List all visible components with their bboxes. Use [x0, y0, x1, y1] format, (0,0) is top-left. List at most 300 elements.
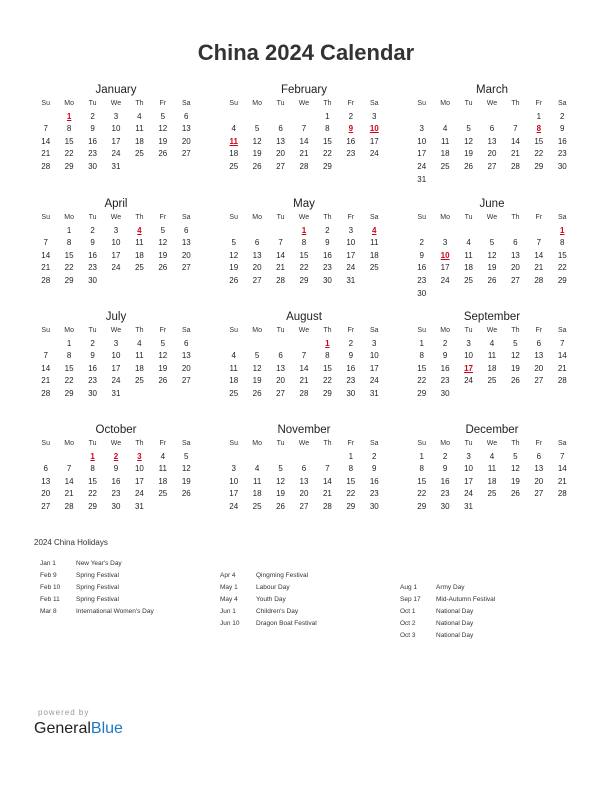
- day-cell[interactable]: 2: [372, 451, 377, 461]
- day-cell[interactable]: 28: [557, 376, 567, 386]
- day-cell[interactable]: 30: [346, 388, 356, 398]
- day-cell[interactable]: 29: [417, 388, 427, 398]
- day-cell[interactable]: 2: [325, 225, 330, 235]
- day-cell[interactable]: 7: [560, 451, 565, 461]
- day-cell[interactable]: 23: [369, 489, 379, 499]
- day-cell[interactable]: 8: [66, 351, 72, 361]
- day-cell[interactable]: 17: [464, 476, 473, 486]
- day-cell[interactable]: 17: [111, 363, 121, 373]
- day-cell[interactable]: 3: [466, 451, 471, 461]
- day-cell[interactable]: 29: [322, 388, 332, 398]
- day-cell[interactable]: 24: [464, 376, 473, 386]
- day-cell[interactable]: 18: [369, 250, 379, 260]
- day-cell[interactable]: 28: [276, 275, 285, 285]
- day-cell[interactable]: 17: [111, 250, 121, 260]
- day-cell[interactable]: 11: [487, 464, 497, 474]
- day-cell[interactable]: 6: [184, 225, 189, 235]
- day-cell[interactable]: 21: [41, 376, 51, 386]
- day-cell[interactable]: 30: [88, 161, 97, 171]
- day-cell[interactable]: 27: [181, 263, 191, 273]
- day-cell[interactable]: 12: [276, 476, 285, 486]
- day-cell[interactable]: 9: [113, 464, 119, 474]
- day-cell[interactable]: 5: [231, 238, 236, 248]
- day-cell[interactable]: 17: [440, 263, 450, 273]
- day-cell[interactable]: 20: [534, 363, 544, 373]
- day-cell[interactable]: 24: [464, 489, 473, 499]
- holiday-day-cell[interactable]: 3: [137, 451, 142, 461]
- day-cell[interactable]: 28: [534, 275, 544, 285]
- holiday-day-cell[interactable]: 2: [113, 451, 119, 461]
- day-cell[interactable]: 8: [66, 124, 72, 134]
- day-cell[interactable]: 7: [301, 124, 307, 134]
- day-cell[interactable]: 15: [64, 363, 74, 373]
- day-cell[interactable]: 7: [66, 464, 72, 474]
- day-cell[interactable]: 15: [299, 250, 309, 260]
- day-cell[interactable]: 15: [346, 476, 356, 486]
- holiday-day-cell[interactable]: 4: [137, 225, 142, 235]
- day-cell[interactable]: 10: [111, 238, 121, 248]
- day-cell[interactable]: 4: [254, 464, 260, 474]
- day-cell[interactable]: 19: [276, 489, 285, 499]
- day-cell[interactable]: 10: [417, 136, 427, 146]
- day-cell[interactable]: 29: [346, 501, 356, 511]
- day-cell[interactable]: 15: [88, 476, 97, 486]
- day-cell[interactable]: 17: [134, 476, 144, 486]
- day-cell[interactable]: 13: [181, 124, 191, 134]
- day-cell[interactable]: 14: [276, 250, 285, 260]
- day-cell[interactable]: 26: [510, 376, 520, 386]
- day-cell[interactable]: 24: [369, 149, 379, 159]
- day-cell[interactable]: 4: [231, 351, 236, 361]
- day-cell[interactable]: 13: [181, 351, 191, 361]
- day-cell[interactable]: 15: [557, 250, 567, 260]
- day-cell[interactable]: 27: [181, 376, 191, 386]
- day-cell[interactable]: 5: [160, 111, 166, 121]
- day-cell[interactable]: 26: [181, 489, 191, 499]
- holiday-day-cell[interactable]: 17: [464, 363, 473, 373]
- day-cell[interactable]: 4: [489, 338, 495, 348]
- day-cell[interactable]: 19: [158, 250, 168, 260]
- day-cell[interactable]: 2: [442, 338, 448, 348]
- day-cell[interactable]: 25: [369, 263, 379, 273]
- day-cell[interactable]: 28: [41, 275, 51, 285]
- day-cell[interactable]: 11: [464, 250, 473, 260]
- day-cell[interactable]: 19: [229, 263, 239, 273]
- day-cell[interactable]: 7: [301, 351, 307, 361]
- day-cell[interactable]: 23: [111, 489, 121, 499]
- day-cell[interactable]: 23: [322, 263, 332, 273]
- day-cell[interactable]: 1: [66, 225, 72, 235]
- day-cell[interactable]: 9: [90, 238, 95, 248]
- day-cell[interactable]: 30: [322, 275, 332, 285]
- day-cell[interactable]: 11: [229, 363, 238, 373]
- day-cell[interactable]: 9: [325, 238, 330, 248]
- day-cell[interactable]: 2: [90, 338, 95, 348]
- day-cell[interactable]: 5: [466, 124, 471, 134]
- day-cell[interactable]: 17: [369, 136, 379, 146]
- day-cell[interactable]: 4: [489, 451, 495, 461]
- day-cell[interactable]: 18: [464, 263, 473, 273]
- day-cell[interactable]: 25: [487, 489, 497, 499]
- day-cell[interactable]: 30: [88, 275, 97, 285]
- day-cell[interactable]: 8: [325, 124, 330, 134]
- day-cell[interactable]: 14: [299, 136, 309, 146]
- day-cell[interactable]: 1: [348, 451, 354, 461]
- day-cell[interactable]: 12: [158, 238, 168, 248]
- day-cell[interactable]: 30: [88, 388, 97, 398]
- day-cell[interactable]: 15: [417, 363, 427, 373]
- holiday-day-cell[interactable]: 11: [229, 136, 238, 146]
- day-cell[interactable]: 22: [64, 149, 74, 159]
- day-cell[interactable]: 3: [231, 464, 236, 474]
- day-cell[interactable]: 8: [66, 238, 72, 248]
- day-cell[interactable]: 20: [181, 250, 191, 260]
- day-cell[interactable]: 12: [510, 351, 520, 361]
- day-cell[interactable]: 14: [299, 363, 309, 373]
- day-cell[interactable]: 31: [134, 501, 144, 511]
- day-cell[interactable]: 1: [325, 111, 330, 121]
- day-cell[interactable]: 22: [64, 376, 74, 386]
- day-cell[interactable]: 23: [346, 376, 356, 386]
- day-cell[interactable]: 20: [181, 363, 191, 373]
- day-cell[interactable]: 20: [41, 489, 51, 499]
- day-cell[interactable]: 27: [181, 149, 191, 159]
- day-cell[interactable]: 9: [372, 464, 377, 474]
- day-cell[interactable]: 26: [158, 376, 168, 386]
- day-cell[interactable]: 14: [64, 476, 74, 486]
- day-cell[interactable]: 30: [417, 288, 427, 298]
- day-cell[interactable]: 13: [252, 250, 262, 260]
- day-cell[interactable]: 20: [510, 263, 520, 273]
- day-cell[interactable]: 22: [557, 263, 567, 273]
- day-cell[interactable]: 14: [534, 250, 544, 260]
- day-cell[interactable]: 17: [346, 250, 356, 260]
- day-cell[interactable]: 27: [276, 388, 285, 398]
- day-cell[interactable]: 28: [322, 501, 332, 511]
- day-cell[interactable]: 8: [325, 351, 330, 361]
- day-cell[interactable]: 29: [557, 275, 567, 285]
- holiday-day-cell[interactable]: 1: [325, 338, 330, 348]
- day-cell[interactable]: 10: [369, 351, 379, 361]
- day-cell[interactable]: 25: [464, 275, 473, 285]
- day-cell[interactable]: 30: [440, 501, 450, 511]
- day-cell[interactable]: 19: [510, 476, 520, 486]
- day-cell[interactable]: 31: [111, 388, 121, 398]
- day-cell[interactable]: 22: [417, 489, 427, 499]
- day-cell[interactable]: 19: [510, 363, 520, 373]
- day-cell[interactable]: 21: [557, 363, 567, 373]
- day-cell[interactable]: 31: [369, 388, 379, 398]
- day-cell[interactable]: 2: [90, 111, 95, 121]
- day-cell[interactable]: 16: [440, 363, 450, 373]
- day-cell[interactable]: 16: [322, 250, 332, 260]
- day-cell[interactable]: 10: [464, 464, 473, 474]
- day-cell[interactable]: 11: [135, 238, 144, 248]
- day-cell[interactable]: 18: [229, 149, 239, 159]
- day-cell[interactable]: 29: [417, 501, 427, 511]
- day-cell[interactable]: 17: [417, 149, 427, 159]
- day-cell[interactable]: 25: [134, 263, 144, 273]
- day-cell[interactable]: 21: [64, 489, 74, 499]
- day-cell[interactable]: 9: [442, 464, 448, 474]
- day-cell[interactable]: 7: [513, 124, 518, 134]
- day-cell[interactable]: 30: [440, 388, 450, 398]
- day-cell[interactable]: 25: [487, 376, 497, 386]
- day-cell[interactable]: 13: [534, 351, 544, 361]
- day-cell[interactable]: 19: [181, 476, 191, 486]
- day-cell[interactable]: 8: [419, 351, 424, 361]
- day-cell[interactable]: 12: [252, 363, 262, 373]
- day-cell[interactable]: 17: [111, 136, 121, 146]
- day-cell[interactable]: 29: [322, 161, 332, 171]
- day-cell[interactable]: 12: [181, 464, 191, 474]
- day-cell[interactable]: 1: [419, 338, 424, 348]
- day-cell[interactable]: 13: [510, 250, 520, 260]
- day-cell[interactable]: 5: [160, 338, 166, 348]
- day-cell[interactable]: 10: [229, 476, 239, 486]
- day-cell[interactable]: 28: [41, 388, 51, 398]
- day-cell[interactable]: 25: [134, 149, 144, 159]
- day-cell[interactable]: 2: [348, 338, 354, 348]
- day-cell[interactable]: 16: [88, 136, 97, 146]
- day-cell[interactable]: 3: [113, 338, 119, 348]
- day-cell[interactable]: 24: [440, 275, 450, 285]
- day-cell[interactable]: 18: [487, 476, 497, 486]
- day-cell[interactable]: 23: [88, 263, 97, 273]
- day-cell[interactable]: 1: [536, 111, 542, 121]
- day-cell[interactable]: 27: [276, 161, 285, 171]
- day-cell[interactable]: 3: [419, 124, 424, 134]
- day-cell[interactable]: 13: [181, 238, 191, 248]
- day-cell[interactable]: 8: [90, 464, 95, 474]
- day-cell[interactable]: 16: [346, 363, 356, 373]
- day-cell[interactable]: 30: [369, 501, 379, 511]
- day-cell[interactable]: 6: [513, 238, 518, 248]
- day-cell[interactable]: 5: [160, 225, 166, 235]
- day-cell[interactable]: 4: [137, 338, 142, 348]
- day-cell[interactable]: 1: [66, 338, 72, 348]
- day-cell[interactable]: 21: [322, 489, 332, 499]
- day-cell[interactable]: 27: [252, 275, 262, 285]
- day-cell[interactable]: 5: [513, 338, 518, 348]
- day-cell[interactable]: 19: [464, 149, 473, 159]
- day-cell[interactable]: 10: [134, 464, 144, 474]
- day-cell[interactable]: 27: [534, 376, 544, 386]
- day-cell[interactable]: 8: [348, 464, 354, 474]
- day-cell[interactable]: 12: [158, 351, 168, 361]
- day-cell[interactable]: 15: [534, 136, 544, 146]
- day-cell[interactable]: 22: [64, 263, 74, 273]
- holiday-day-cell[interactable]: 8: [536, 124, 542, 134]
- brand-logo[interactable]: [34, 720, 123, 738]
- day-cell[interactable]: 27: [41, 501, 51, 511]
- day-cell[interactable]: 29: [299, 275, 309, 285]
- day-cell[interactable]: 21: [534, 263, 544, 273]
- day-cell[interactable]: 7: [325, 464, 330, 474]
- day-cell[interactable]: 2: [348, 111, 354, 121]
- day-cell[interactable]: 9: [90, 124, 95, 134]
- day-cell[interactable]: 25: [229, 161, 239, 171]
- holiday-day-cell[interactable]: 1: [301, 225, 307, 235]
- day-cell[interactable]: 14: [322, 476, 332, 486]
- day-cell[interactable]: 29: [64, 275, 74, 285]
- day-cell[interactable]: 27: [510, 275, 520, 285]
- day-cell[interactable]: 24: [229, 501, 239, 511]
- day-cell[interactable]: 16: [417, 263, 427, 273]
- day-cell[interactable]: 11: [135, 124, 144, 134]
- day-cell[interactable]: 14: [510, 136, 520, 146]
- day-cell[interactable]: 9: [348, 351, 354, 361]
- day-cell[interactable]: 19: [252, 149, 262, 159]
- day-cell[interactable]: 26: [252, 161, 262, 171]
- day-cell[interactable]: 5: [254, 351, 260, 361]
- day-cell[interactable]: 20: [534, 476, 544, 486]
- day-cell[interactable]: 31: [464, 501, 473, 511]
- day-cell[interactable]: 13: [41, 476, 51, 486]
- day-cell[interactable]: 22: [322, 149, 332, 159]
- day-cell[interactable]: 25: [229, 388, 239, 398]
- day-cell[interactable]: 14: [41, 136, 51, 146]
- day-cell[interactable]: 18: [134, 363, 144, 373]
- day-cell[interactable]: 4: [160, 451, 166, 461]
- day-cell[interactable]: 24: [417, 161, 427, 171]
- day-cell[interactable]: 20: [299, 489, 309, 499]
- day-cell[interactable]: 22: [299, 263, 309, 273]
- day-cell[interactable]: 11: [135, 351, 144, 361]
- day-cell[interactable]: 16: [557, 136, 567, 146]
- day-cell[interactable]: 11: [370, 238, 379, 248]
- day-cell[interactable]: 4: [137, 111, 142, 121]
- day-cell[interactable]: 27: [487, 161, 497, 171]
- day-cell[interactable]: 11: [252, 476, 262, 486]
- day-cell[interactable]: 2: [442, 451, 448, 461]
- day-cell[interactable]: 24: [111, 263, 121, 273]
- day-cell[interactable]: 16: [111, 476, 121, 486]
- day-cell[interactable]: 21: [41, 263, 51, 273]
- day-cell[interactable]: 25: [440, 161, 450, 171]
- day-cell[interactable]: 11: [487, 351, 497, 361]
- day-cell[interactable]: 3: [372, 338, 377, 348]
- day-cell[interactable]: 10: [346, 238, 356, 248]
- day-cell[interactable]: 21: [299, 376, 309, 386]
- day-cell[interactable]: 18: [440, 149, 450, 159]
- day-cell[interactable]: 27: [534, 489, 544, 499]
- day-cell[interactable]: 12: [158, 124, 168, 134]
- day-cell[interactable]: 18: [134, 250, 144, 260]
- day-cell[interactable]: 28: [299, 388, 309, 398]
- day-cell[interactable]: 16: [440, 476, 450, 486]
- day-cell[interactable]: 13: [534, 464, 544, 474]
- day-cell[interactable]: 18: [158, 476, 168, 486]
- day-cell[interactable]: 12: [487, 250, 497, 260]
- day-cell[interactable]: 6: [43, 464, 48, 474]
- day-cell[interactable]: 19: [158, 363, 168, 373]
- day-cell[interactable]: 11: [440, 136, 450, 146]
- day-cell[interactable]: 28: [557, 489, 567, 499]
- day-cell[interactable]: 6: [278, 351, 283, 361]
- day-cell[interactable]: 7: [43, 238, 48, 248]
- holiday-day-cell[interactable]: 1: [66, 111, 72, 121]
- day-cell[interactable]: 31: [417, 174, 427, 184]
- day-cell[interactable]: 24: [111, 376, 121, 386]
- day-cell[interactable]: 4: [442, 124, 448, 134]
- day-cell[interactable]: 5: [184, 451, 189, 461]
- day-cell[interactable]: 27: [299, 501, 309, 511]
- day-cell[interactable]: 3: [442, 238, 448, 248]
- day-cell[interactable]: 13: [276, 363, 285, 373]
- day-cell[interactable]: 16: [369, 476, 379, 486]
- day-cell[interactable]: 6: [489, 124, 495, 134]
- day-cell[interactable]: 6: [536, 338, 542, 348]
- day-cell[interactable]: 6: [184, 338, 189, 348]
- day-cell[interactable]: 28: [41, 161, 51, 171]
- day-cell[interactable]: 18: [229, 376, 239, 386]
- day-cell[interactable]: 22: [534, 149, 544, 159]
- day-cell[interactable]: 3: [113, 225, 119, 235]
- day-cell[interactable]: 6: [184, 111, 189, 121]
- day-cell[interactable]: 21: [510, 149, 520, 159]
- day-cell[interactable]: 14: [557, 351, 567, 361]
- day-cell[interactable]: 18: [134, 136, 144, 146]
- holiday-day-cell[interactable]: 9: [348, 124, 354, 134]
- day-cell[interactable]: 12: [464, 136, 473, 146]
- day-cell[interactable]: 15: [64, 136, 74, 146]
- day-cell[interactable]: 28: [64, 501, 74, 511]
- day-cell[interactable]: 20: [487, 149, 497, 159]
- day-cell[interactable]: 22: [322, 376, 332, 386]
- day-cell[interactable]: 13: [276, 136, 285, 146]
- day-cell[interactable]: 7: [560, 338, 565, 348]
- day-cell[interactable]: 15: [322, 363, 332, 373]
- day-cell[interactable]: 7: [43, 124, 48, 134]
- day-cell[interactable]: 28: [510, 161, 520, 171]
- day-cell[interactable]: 26: [158, 149, 168, 159]
- day-cell[interactable]: 6: [301, 464, 307, 474]
- day-cell[interactable]: 24: [369, 376, 379, 386]
- day-cell[interactable]: 15: [322, 136, 332, 146]
- day-cell[interactable]: 26: [487, 275, 497, 285]
- day-cell[interactable]: 8: [301, 238, 307, 248]
- day-cell[interactable]: 26: [510, 489, 520, 499]
- day-cell[interactable]: 29: [88, 501, 97, 511]
- day-cell[interactable]: 26: [252, 388, 262, 398]
- holiday-day-cell[interactable]: 1: [560, 225, 565, 235]
- day-cell[interactable]: 24: [111, 149, 121, 159]
- holiday-day-cell[interactable]: 10: [440, 250, 450, 260]
- day-cell[interactable]: 23: [88, 149, 97, 159]
- day-cell[interactable]: 6: [254, 238, 260, 248]
- day-cell[interactable]: 3: [466, 338, 471, 348]
- day-cell[interactable]: 26: [158, 263, 168, 273]
- day-cell[interactable]: 19: [487, 263, 497, 273]
- day-cell[interactable]: 15: [64, 250, 74, 260]
- day-cell[interactable]: 5: [278, 464, 283, 474]
- day-cell[interactable]: 3: [372, 111, 377, 121]
- day-cell[interactable]: 29: [64, 161, 74, 171]
- day-cell[interactable]: 10: [464, 351, 473, 361]
- day-cell[interactable]: 29: [534, 161, 544, 171]
- day-cell[interactable]: 25: [252, 501, 262, 511]
- day-cell[interactable]: 24: [346, 263, 356, 273]
- day-cell[interactable]: 8: [419, 464, 424, 474]
- day-cell[interactable]: 26: [229, 275, 239, 285]
- day-cell[interactable]: 26: [464, 161, 473, 171]
- day-cell[interactable]: 25: [134, 376, 144, 386]
- day-cell[interactable]: 3: [113, 111, 119, 121]
- day-cell[interactable]: 14: [41, 250, 51, 260]
- day-cell[interactable]: 9: [560, 124, 565, 134]
- day-cell[interactable]: 24: [134, 489, 144, 499]
